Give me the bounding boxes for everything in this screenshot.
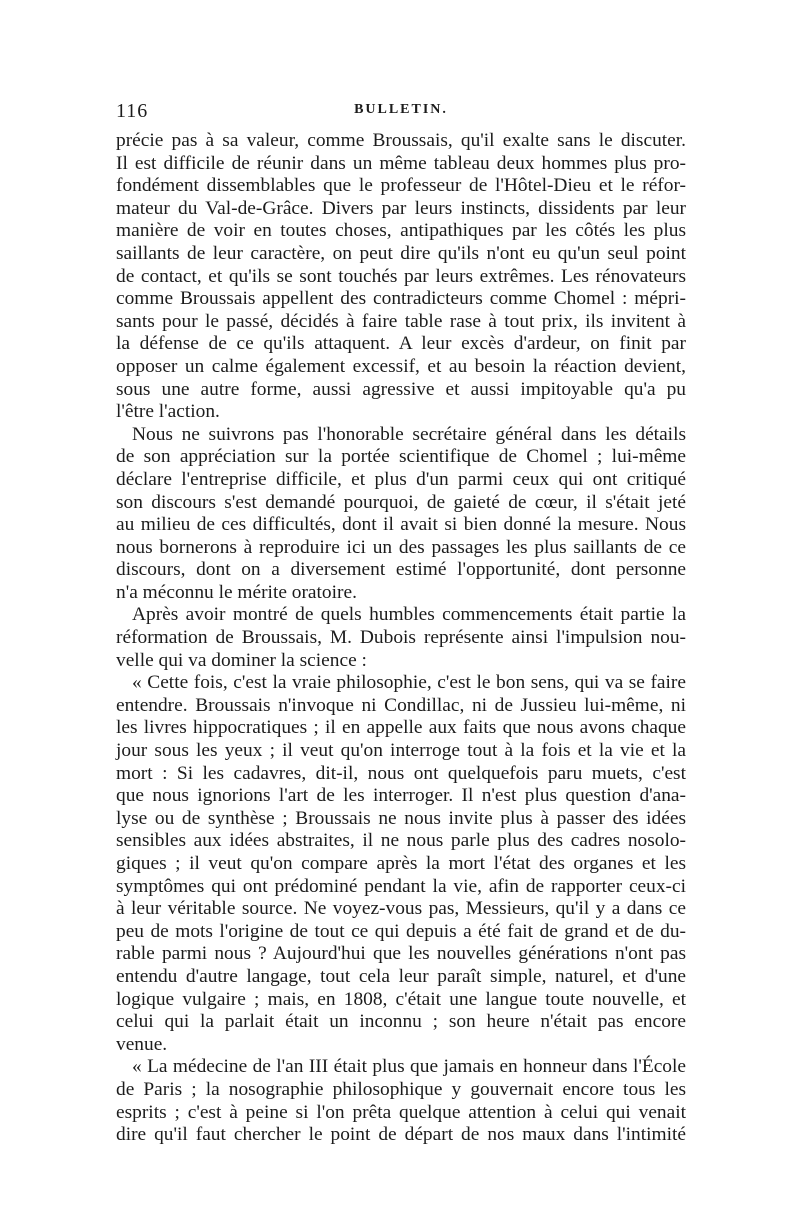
text-line: entendu d'autre langage, tout cela leur paraît simple, naturel, et d'une (116, 965, 686, 987)
text-line: mort : Si les cadavres, dit-il, nous ont quelquefois paru muets, c'est (116, 762, 686, 784)
text-line: fondément dissemblables que le professeur de l'Hôtel-Dieu et le réfor- (116, 175, 686, 197)
text-line: symptômes qui ont prédominé pendant la vie, afin de rapporter ceux-ci (116, 875, 686, 897)
text-line: nous bornerons à reproduire ici un des passages les plus saillants de ce (116, 536, 686, 558)
text-line: saillants de leur caractère, on peut dire qu'ils n'ont eu qu'un seul point (116, 242, 686, 264)
text-line: giques ; il veut qu'on compare après la mort l'état des organes et les (116, 853, 686, 874)
text-line: Il est difficile de réunir dans un même tableau deux hommes plus pro- (116, 152, 686, 174)
text-line: de Paris ; la nosographie philosophique y gouvernait encore tous les (116, 1078, 686, 1100)
text-line: déclare l'entreprise difficile, et plus d'un parmi ceux qui ont critiqué (116, 468, 686, 490)
text-line: sants pour le passé, décidés à faire table rase à tout prix, ils invitent à (116, 310, 686, 332)
text-line: mateur du Val-de-Grâce. Divers par leurs instincts, dissidents par leur (116, 197, 686, 219)
text-line: dire qu'il faut chercher le point de départ de nos maux dans l'intimité (116, 1124, 686, 1146)
text-line: opposer un calme également excessif, et au besoin la réaction devient, (116, 355, 686, 377)
text-line: au milieu de ces difficultés, dont il avait si bien donné la mesure. Nous (116, 514, 686, 536)
text-line: sensibles aux idées abstraites, il ne nous parle plus des cadres nosolo- (116, 830, 686, 852)
text-line: lyse ou de synthèse ; Broussais ne nous invite plus à passer des idées (116, 807, 686, 829)
text-line: son discours s'est demandé pourquoi, de gaieté de cœur, il s'était jeté (116, 491, 686, 513)
text-line: réformation de Broussais, M. Dubois représente ainsi l'impulsion nou- (116, 627, 686, 649)
text-line: jour sous les yeux ; il veut qu'on interroge tout à la fois et la vie et la (116, 740, 686, 762)
text-line: comme Broussais appellent des contradicteurs comme Chomel : mépri- (116, 288, 686, 310)
text-line: que nous ignorions l'art de les interroger. Il n'est plus question d'ana- (116, 785, 686, 807)
text-line: n'a méconnu le mérite oratoire. (116, 581, 357, 603)
text-line: les livres hippocratiques ; il en appelle aux faits que nous avons chaque (116, 717, 686, 739)
text-line: l'être l'action. (116, 401, 220, 423)
text-line: à leur véritable source. Ne voyez-vous pas, Messieurs, qu'il y a dans ce (116, 898, 686, 920)
running-head (116, 100, 686, 124)
text-line: esprits ; c'est à peine si l'on prêta quelque attention à celui qui venait (116, 1101, 686, 1123)
text-line: « La médecine de l'an III était plus que jamais en honneur dans l'École (132, 1056, 686, 1078)
running-title: BULLETIN. (354, 102, 448, 117)
text-line: de son appréciation sur la portée scientifique de Chomel ; lui-même (116, 446, 686, 468)
text-line: rable parmi nous ? Aujourd'hui que les nouvelles générations n'ont pas (116, 943, 686, 965)
body-text (116, 130, 686, 1147)
text-line: Après avoir montré de quels humbles commencements était partie la (132, 604, 686, 626)
text-line: peu de mots l'origine de tout ce qui depuis a été fait de grand et de du- (116, 920, 686, 942)
text-line: celui qui la parlait était un inconnu ; son heure n'était pas encore (116, 1011, 686, 1033)
text-line: Nous ne suivrons pas l'honorable secrétaire général dans les détails (132, 423, 686, 445)
text-line: de contact, et qu'ils se sont touchés par leurs extrêmes. Les rénovateurs (116, 265, 686, 287)
text-line: précie pas à sa valeur, comme Broussais, qu'il exalte sans le discuter. (116, 130, 686, 151)
text-line: « Cette fois, c'est la vraie philosophie, c'est le bon sens, qui va se faire (132, 672, 686, 694)
text-line: venue. (116, 1033, 168, 1055)
text-line: la défense de ce qu'ils attaquent. A leur excès d'ardeur, on finit par (116, 333, 686, 355)
text-line: manière de voir en toutes choses, antipathiques par les côtés les plus (116, 220, 686, 242)
text-line: sous une autre forme, aussi agressive et aussi impitoyable qu'a pu (116, 378, 686, 400)
text-line: velle qui va dominer la science : (116, 649, 367, 671)
text-line: logique vulgaire ; mais, en 1808, c'était une langue toute nouvelle, et (116, 988, 686, 1010)
page-number: 116 (116, 100, 149, 122)
text-line: entendre. Broussais n'invoque ni Condillac, ni de Jussieu lui-même, ni (116, 694, 686, 716)
text-line: discours, dont on a diversement estimé l'opportunité, dont personne (116, 559, 686, 581)
